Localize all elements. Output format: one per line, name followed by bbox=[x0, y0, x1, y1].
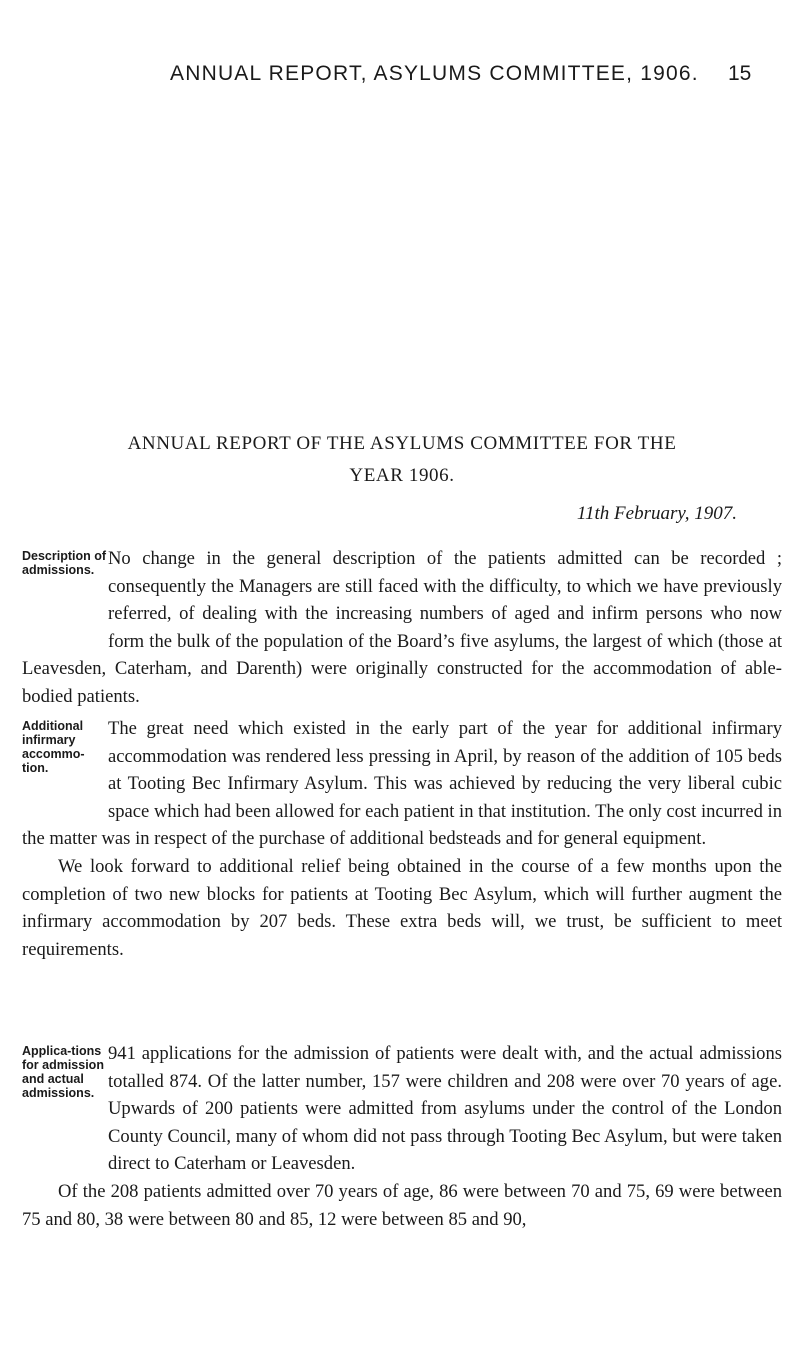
section-applications-for-admission bbox=[22, 1040, 782, 1233]
paragraph-additional-infirmary-2: We look forward to additional relief being obtained in the course of a few months upon the completion of two new blocks for patients at Tooting Bec Asylum, which will further augment the infirmary accommodation by 207 beds. These extra beds will, we trust, be sufficient to meet requirements. bbox=[22, 855, 782, 960]
report-date: 11th February, 1907. bbox=[576, 503, 737, 524]
section-description-of-admissions bbox=[22, 545, 782, 711]
running-head bbox=[0, 62, 801, 92]
section-additional-infirmary bbox=[22, 715, 782, 963]
report-title-line-1: ANNUAL REPORT OF THE ASYLUMS COMMITTEE FOR THE bbox=[127, 433, 677, 454]
paragraph-applications-2: Of the 208 patients admitted over 70 years of age, 86 were between 70 and 75, 69 were between 75 and 80, 38 were between 80 and 85, 12 were between 85 and 90, bbox=[22, 1180, 782, 1230]
paragraph-description-of-admissions: No change in the general description of the patients admitted can be recorded ; consequently the Managers are still faced with the difficulty, to which we have previously referred, of dealing with the increasing numbers of aged and infirm persons who now form the bulk of the population of the Board’s five asylums, the largest of which (those at Leavesden, Caterham, and Darenth) were originally constructed for the accommodation of able-bodied patients. bbox=[22, 548, 782, 707]
sidenote-applications-for-admission: Applica-tions for admission and actual admissions. bbox=[22, 1044, 104, 1100]
paragraph-additional-infirmary-1: The great need which existed in the early part of the year for additional infirmary accommodation was rendered less pressing in April, by reason of the addition of 105 beds at Tooting Bec Infirmary Asylum. This was achieved by reducing the very liberal cubic space which had been allowed for each patient in that institution. The only cost incurred in the matter was in respect of the purchase of additional bedsteads and for general equipment. bbox=[22, 718, 782, 850]
paragraph-applications-1: 941 applications for the admission of patients were dealt with, and the actual admissions totalled 874. Of the latter number, 157 were children and 208 were over 70 years of age. Upwards of 200 patients were admitted from asylums under the control of the London County Council, many of whom did not pass through Tooting Bec Asylum, but were taken direct to Caterham or Leavesden. bbox=[108, 1043, 782, 1175]
running-title: ANNUAL REPORT, ASYLUMS COMMITTEE, 1906. bbox=[170, 62, 699, 85]
sidenote-additional-infirmary: Additional infirmary accommo-tion. bbox=[22, 719, 85, 775]
sidenote-description-of-admissions: Description of admissions. bbox=[22, 549, 107, 577]
report-title bbox=[22, 428, 782, 492]
page-number: 15 bbox=[728, 62, 752, 85]
report-title-line-2: YEAR 1906. bbox=[349, 465, 455, 486]
